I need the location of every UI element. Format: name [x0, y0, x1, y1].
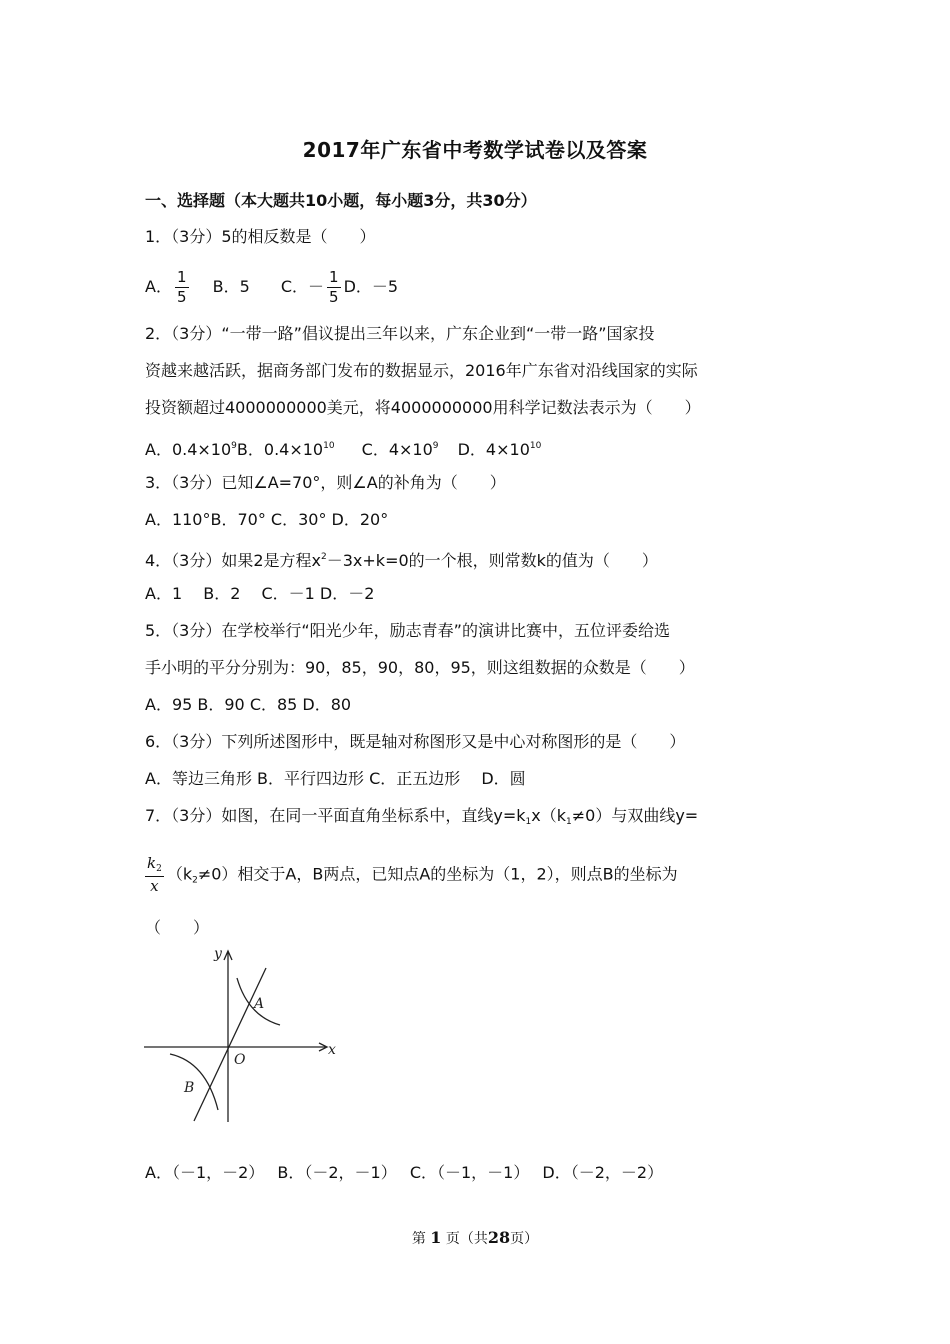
q2-line3: 投资额超过4000000000美元，将4000000000用科学记数法表示为（ ） — [145, 398, 701, 417]
q1-stem: 1．（3分）5的相反数是（ ） — [145, 227, 376, 246]
q7-line2-sub: 2 — [192, 875, 198, 886]
q4-stem-b: －3x+k=0的一个根，则常数k的值为（ ） — [326, 551, 658, 570]
q5-options: A．95 B．90 C．85 D．80 — [145, 695, 352, 714]
q7-fraction — [145, 856, 164, 894]
q7-options: A．（－1，－2） B．（－2，－1） C．（－1，－1） D．（－2，－2） — [145, 1163, 664, 1182]
frac-denominator: 5 — [176, 288, 187, 306]
q1-option-b: B．5 — [212, 277, 250, 296]
q1-options — [145, 270, 398, 305]
footer-post: 页） — [510, 1231, 539, 1247]
q2-option-c: C．4×10 — [361, 440, 433, 459]
q4-stem-exp: 2 — [321, 552, 327, 562]
frac-numerator: 1 — [329, 268, 339, 286]
figure-label-o: O — [234, 1052, 246, 1068]
q5-line2: 手小明的平分分别为：90，85，90，80，95，则这组数据的众数是（ ） — [145, 658, 695, 677]
q4-options: A．1 B．2 C．－1 D．－2 — [145, 584, 375, 603]
q6-options: A．等边三角形 B．平行四边形 C．正五边形 D．圆 — [145, 769, 526, 788]
q2-option-a-exp: 9 — [231, 441, 237, 451]
q1-option-d: D．－5 — [343, 277, 399, 296]
q2-option-a: A．0.4×10 — [145, 440, 232, 459]
q7-line1-sub: 1 — [525, 817, 532, 827]
q7-line1 — [145, 806, 698, 832]
figure-label-x: x — [328, 1042, 336, 1058]
q1-option-a-label: A． — [145, 277, 172, 296]
q4-stem — [145, 547, 658, 571]
q3-options: A．110°B．70° C．30° D．20° — [145, 510, 389, 529]
q1-option-a-fraction — [175, 270, 189, 305]
q7-line2 — [145, 856, 678, 899]
frac-num-sub: 2 — [156, 864, 162, 874]
q2-line1: 2．（3分）“一带一路”倡议提出三年以来，广东企业到“一带一路”国家投 — [145, 324, 655, 343]
q1-option-c-label: C．－ — [280, 277, 325, 296]
q7-line2-a: （k — [166, 864, 193, 884]
q2-option-c-exp: 9 — [432, 441, 439, 451]
q2-option-d: D．4×10 — [457, 440, 530, 459]
q5-line1: 5．（3分）在学校举行“阳光少年，励志青春”的演讲比赛中，五位评委给选 — [145, 621, 670, 640]
footer-page-number: 1 — [430, 1228, 442, 1247]
page-footer — [0, 1228, 950, 1248]
q2-option-b-exp: 10 — [323, 441, 335, 451]
q7-line1-b: x（k — [531, 806, 566, 825]
figure-label-b: B — [184, 1080, 195, 1096]
q6-stem: 6．（3分）下列所述图形中，既是轴对称图形又是中心对称图形的是（ ） — [145, 732, 686, 751]
frac-denominator: x — [150, 877, 159, 895]
page-title: 2017年广东省中考数学试卷以及答案 — [302, 138, 648, 162]
q1-option-c-fraction — [327, 270, 341, 305]
frac-numerator: 1 — [176, 268, 187, 286]
frac-denominator: 5 — [329, 288, 339, 306]
q7-line2-b: ≠0）相交于A，B两点，已知点A的坐标为（1，2），则点B的坐标为 — [197, 864, 678, 884]
q4-stem-a: 4．（3分）如果2是方程x — [145, 551, 322, 570]
q2-options — [145, 436, 541, 460]
frac-numerator — [145, 856, 164, 877]
line-y-k1x — [194, 968, 266, 1121]
figure-label-a: A — [254, 996, 265, 1012]
q3-stem: 3．（3分）已知∠A=70°，则∠A的补角为（ ） — [145, 473, 506, 492]
footer-pre: 第 — [411, 1231, 426, 1247]
section-heading: 一、选择题（本大题共10小题，每小题3分，共30分） — [145, 191, 537, 210]
q7-line1-a: 7．（3分）如图，在同一平面直角坐标系中，直线y=k — [145, 806, 526, 825]
q7-line1-sub2: 1 — [566, 817, 572, 827]
q2-option-b: B．0.4×10 — [236, 440, 324, 459]
q2-option-d-exp: 10 — [529, 441, 542, 451]
figure-label-y: y — [214, 946, 222, 962]
frac-num-k: k — [147, 854, 157, 872]
q7-line3: （ ） — [145, 918, 210, 937]
q7-coordinate-figure — [140, 938, 350, 1138]
q7-line1-c: ≠0）与双曲线y= — [571, 806, 699, 825]
footer-mid: 页（共 — [445, 1231, 488, 1247]
footer-total-pages: 28 — [487, 1228, 511, 1247]
q2-line2: 资越来越活跃，据商务部门发布的数据显示，2016年广东省对沿线国家的实际 — [145, 361, 698, 380]
